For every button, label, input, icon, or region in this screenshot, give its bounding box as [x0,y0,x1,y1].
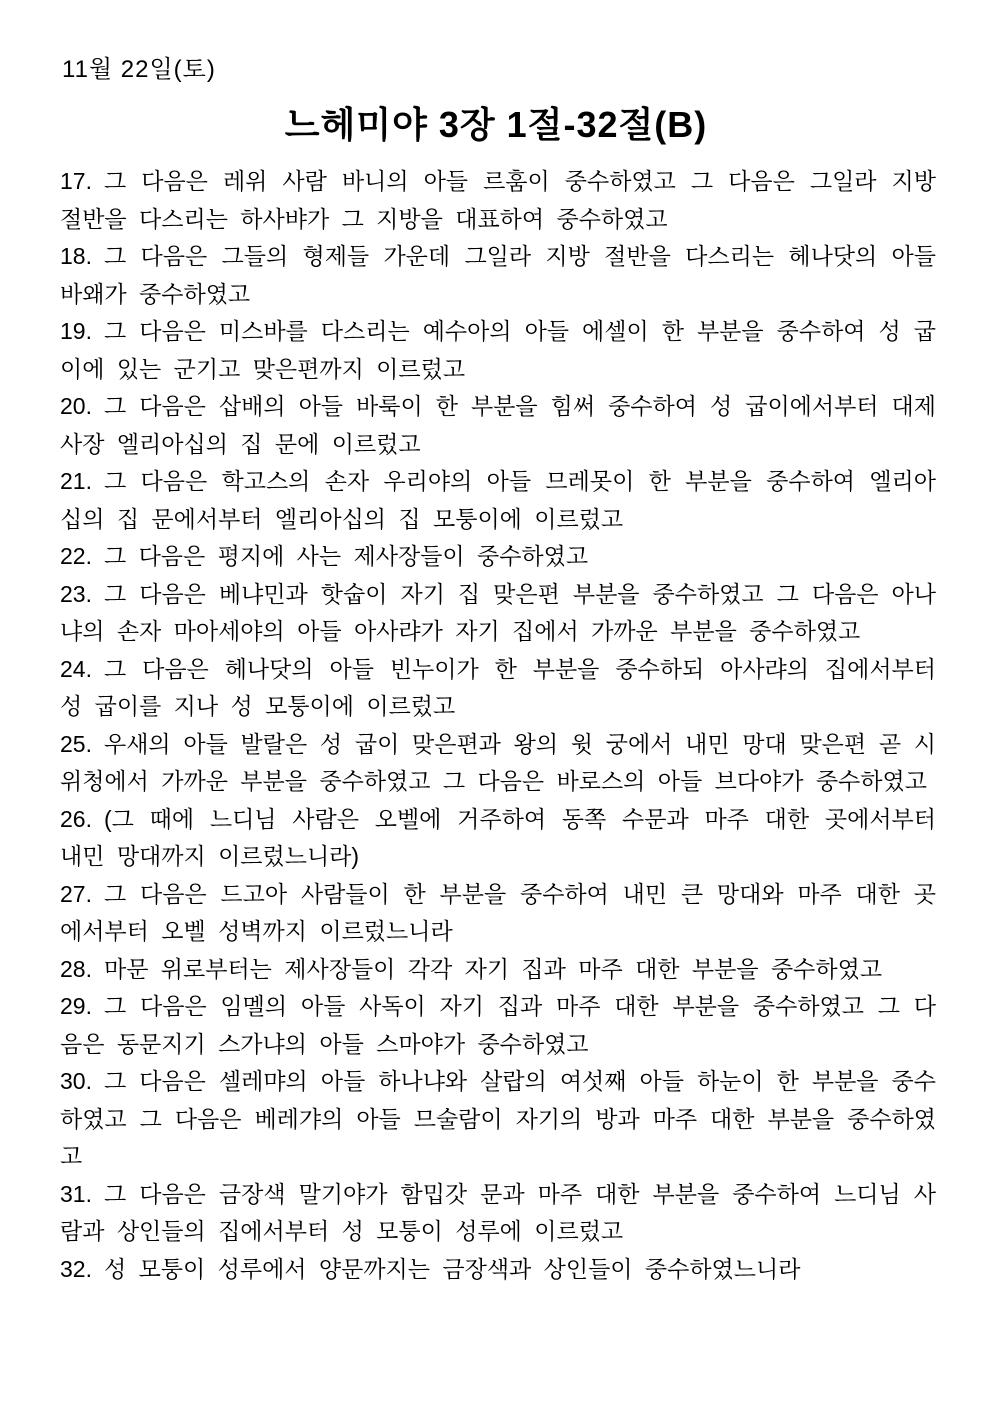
verse-text: 성 모퉁이 성루에서 양문까지는 금장색과 상인들이 중수하였느니라 [103,1255,801,1282]
verse-text: 그 다음은 금장색 말기야가 함밉갓 문과 마주 대한 부분을 중수하여 느디님 사람과 상인들의 집에서부터 성 모퉁이 성루에 이르렀고 [60,1180,936,1244]
verse-text: 그 다음은 그들의 형제들 가운데 그일라 지방 절반을 다스리는 헤나닷의 아들 바왜가 중수하였고 [60,243,936,307]
verse-number: 29. [60,993,92,1019]
verse-text: 그 다음은 헤나닷의 아들 빈누이가 한 부분을 중수하되 아사랴의 집에서부터 성 굽이를 지나 성 모퉁이에 이르렀고 [60,655,936,719]
verse-row [60,1251,936,1289]
verse-row [60,1063,936,1176]
verse-number: 20. [60,393,92,419]
verse-row [60,876,936,951]
verse-number: 19. [60,318,92,344]
verse-row [60,801,936,876]
verse-row [60,163,936,238]
verse-number: 18. [60,243,92,269]
verse-row [60,726,936,801]
verse-row [60,463,936,538]
verse-text: 그 다음은 셀레먀의 아들 하나냐와 살랍의 여섯째 아들 하눈이 한 부분을 중수하였고 그 다음은 베레갸의 아들 므술람이 자기의 방과 마주 대한 부분을 중수하였고 [60,1068,936,1169]
verse-text: (그 때에 느디님 사람은 오벨에 거주하여 동쪽 수문과 마주 대한 곳에서부터 내민 망대까지 이르렀느니라) [60,805,936,869]
verse-text: 그 다음은 베냐민과 핫숩이 자기 집 맞은편 부분을 중수하였고 그 다음은 아나냐의 손자 마아세야의 아들 아사랴가 자기 집에서 가까운 부분을 중수하였고 [60,580,936,644]
verse-row [60,388,936,463]
verse-row [60,238,936,313]
verse-text: 우새의 아들 발랄은 성 굽이 맞은편과 왕의 윗 궁에서 내민 망대 맞은편 곧 시위청에서 가까운 부분을 중수하였고 그 다음은 바로스의 아들 브다야가 중수하였고 [60,730,936,794]
verse-number: 23. [60,580,92,607]
verse-row [60,576,936,651]
verse-row [60,1176,936,1251]
verse-number: 22. [60,543,92,569]
date-label: 11월 22일(토) [62,56,216,83]
verse-row [60,951,936,989]
verse-text: 그 다음은 임멜의 아들 사독이 자기 집과 마주 대한 부분을 중수하였고 그 다음은 동문지기 스가냐의 아들 스마야가 중수하였고 [60,993,936,1057]
verse-number: 31. [60,1180,92,1207]
verse-number: 32. [60,1255,92,1282]
verse-row [60,988,936,1063]
verse-number: 24. [60,655,92,682]
verse-row [60,651,936,726]
verse-text: 그 다음은 평지에 사는 제사장들이 중수하였고 [103,543,589,569]
page-title: 느헤미야 3장 1절-32절(B) [284,104,708,145]
verse-number: 17. [60,168,92,194]
verse-number: 21. [60,468,92,494]
verse-number: 26. [60,805,92,832]
verse-text: 그 다음은 레위 사람 바니의 아들 르훔이 중수하였고 그 다음은 그일라 지방 절반을 다스리는 하사뱌가 그 지방을 대표하여 중수하였고 [60,168,936,232]
verse-list [60,163,936,1288]
verse-number: 25. [60,730,92,757]
verse-row [60,538,936,576]
verse-text: 마문 위로부터는 제사장들이 각각 자기 집과 마주 대한 부분을 중수하였고 [103,955,883,982]
verse-number: 30. [60,1068,92,1094]
verse-number: 28. [60,955,92,982]
verse-text: 그 다음은 학고스의 손자 우리야의 아들 므레못이 한 부분을 중수하여 엘리아십의 집 문에서부터 엘리아십의 집 모퉁이에 이르렀고 [60,468,936,532]
verse-number: 27. [60,880,92,907]
verse-text: 그 다음은 드고아 사람들이 한 부분을 중수하여 내민 큰 망대와 마주 대한 곳에서부터 오벨 성벽까지 이르렀느니라 [60,880,936,944]
verse-text: 그 다음은 미스바를 다스리는 예수아의 아들 에셀이 한 부분을 중수하여 성 굽이에 있는 군기고 맞은편까지 이르렀고 [60,318,936,382]
verse-row [60,313,936,388]
verse-text: 그 다음은 삽배의 아들 바룩이 한 부분을 힘써 중수하여 성 굽이에서부터 대제사장 엘리아십의 집 문에 이르렀고 [60,393,936,457]
